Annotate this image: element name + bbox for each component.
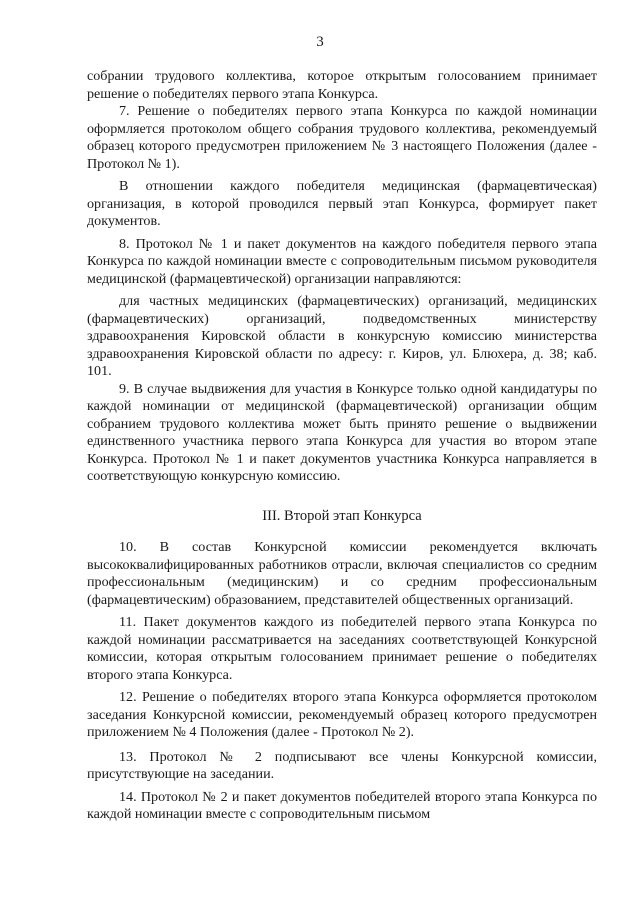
paragraph-continuation: собрании трудового коллектива, которое открытым голосованием принимает решение о победителях первого этапа Конкурса. [87,68,597,102]
paragraph-7: 7. Решение о победителях первого этапа Конкурса по каждой номинации оформляется протоколом общего собрания трудового коллектива, рекомендуемый образец которого предусмотрен приложением № 3 настоящего Положения (далее - Протокол № 1). [87,103,597,172]
paragraph-14: 14. Протокол № 2 и пакет документов победителей второго этапа Конкурса по каждой номинации вместе с сопроводительным письмом [87,788,597,822]
paragraph-13: 13. Протокол № 2 подписывают все члены Конкурсной комиссии, присутствующие на заседании. [87,748,597,782]
paragraph-12: 12. Решение о победителях второго этапа Конкурса оформляется протоколом заседания Конкурсной комиссии, рекомендуемый образец которого предусмотрен приложением № 4 Положения (далее - Протокол № 2). [87,689,597,740]
paragraph-10: 10. В состав Конкурсной комиссии рекомендуется включать высококвалифицированных работников отрасли, включая специалистов со средним профессиональным (медицинским) и со средним профессиональным (фармацевтическим) образованием, представителей общественных организаций. [87,539,597,608]
paragraph-8-address: для частных медицинских (фармацевтических) организаций, медицинских (фармацевтических) организаций, подведомственных министерству здравоохранения Кировской области в конкурсную комиссию министерства здравоохранения Кировской области по адресу: г. Киров, ул. Блюхера, д. 38; каб. 101. [87,293,597,379]
paragraph-7-document-package: В отношении каждого победителя медицинская (фармацевтическая) организация, в которой проводился первый этап Конкурса, формирует пакет документов. [87,178,597,229]
paragraph-8: 8. Протокол № 1 и пакет документов на каждого победителя первого этапа Конкурса по каждой номинации вместе с сопроводительным письмом руководителя медицинской (фармацевтической) организации направляются: [87,235,597,287]
section-title-stage-two: III. Второй этап Конкурса [262,507,422,524]
document-body [87,68,597,824]
paragraph-11: 11. Пакет документов каждого из победителей первого этапа Конкурса по каждой номинации рассматривается на заседаниях соответствующей Конкурсной комиссии, которая открытым голосованием принимает решение о победителях второго этапа Конкурса. [87,614,597,683]
paragraph-9: 9. В случае выдвижения для участия в Конкурсе только одной кандидатуры по каждой номинации от медицинской (фармацевтической) организации общим собранием трудового коллектива может быть принято решение о выдвижении единственного участника первого этапа Конкурса для участия во втором этапе Конкурса. Протокол № 1 и пакет документов участника Конкурса направляется в соответствующую конкурсную комиссию. [87,380,597,484]
page-number: 3 [316,34,324,50]
